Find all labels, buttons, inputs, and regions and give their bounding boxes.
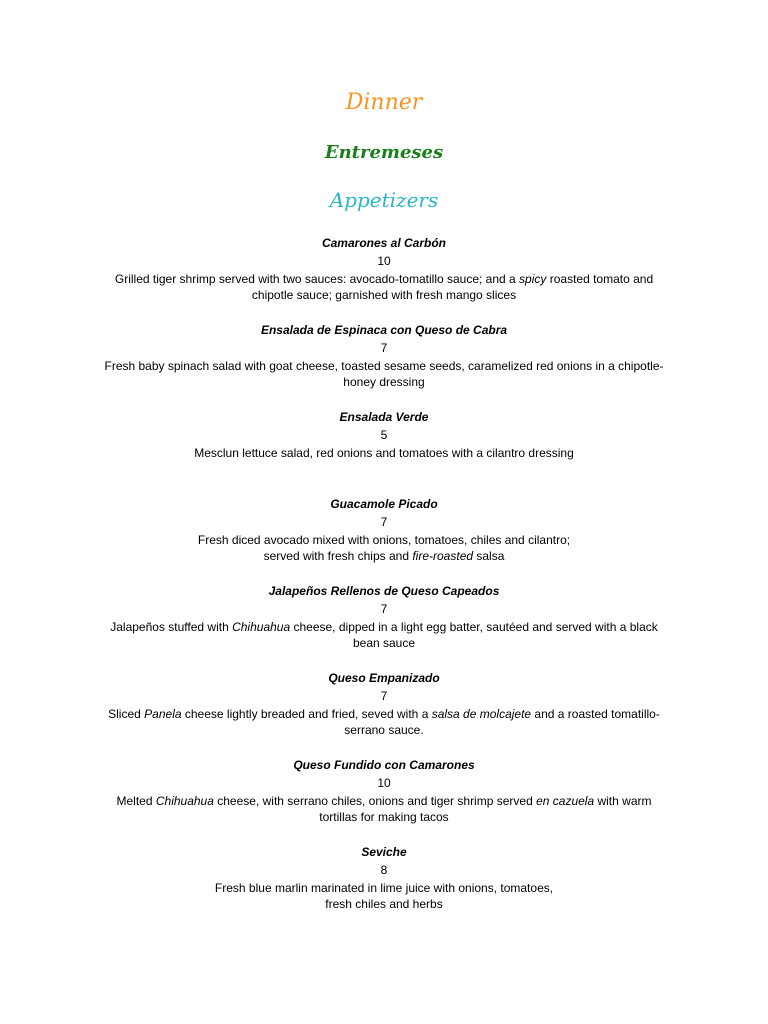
menu-item-price: 7 [380,689,388,703]
menu-item-description-text: with warm tortillas for making tacos [319,794,652,824]
menu-item-price: 7 [380,515,388,529]
menu-item-description [100,358,668,390]
menu-item [100,582,668,669]
menu-item-description-text: Mesclun lettuce salad, red onions and tomatoes with a cilantro dressing [194,446,574,460]
menu-item-description-text: served with fresh chips and [263,549,413,563]
menu-item [100,669,668,756]
menu-item-name: Guacamole Picado [330,497,438,511]
menu-item-description-emphasis: Chihuahua [155,794,214,808]
menu-item-description-text: Melted [116,794,156,808]
menu-item-description [100,619,668,651]
menu-item [100,756,668,843]
menu-item-description [100,793,668,825]
menu-item-price: 10 [377,254,391,268]
menu-item-description-text: cheese lightly breaded and fried, seved with a [181,707,432,721]
menu-item-description-text: Fresh baby spinach salad with goat cheese, toasted sesame seeds, caramelized red onions in a chipotle-honey dressing [104,359,664,389]
menu-item [100,321,668,408]
menu-item-price: 8 [380,863,388,877]
menu-item-description-emphasis: en cazuela [536,794,595,808]
menu-item-price: 7 [380,602,388,616]
menu-item-description-emphasis: spicy [519,272,547,286]
menu-item-description-text: Sliced [108,707,145,721]
menu-item-name: Queso Fundido con Camarones [293,758,475,772]
section-title-spanish: Entremeses [324,142,444,163]
menu-item-description-text: and a roasted tomatillo-serrano sauce. [344,707,660,737]
menu-item-description [100,271,668,303]
menu-item-price: 7 [380,341,388,355]
menu-item-description [100,532,668,564]
menu-item [100,843,668,930]
menu-item-name: Queso Empanizado [328,671,440,685]
menu-item-description-text: cheese, dipped in a light egg batter, sautéed and served with a black bean sauce [290,620,658,650]
menu-item-description-text: fresh chiles and herbs [325,897,443,911]
menu-item [100,495,668,582]
menu-item-description-emphasis: Panela [144,707,182,721]
menu-item-description-text: salsa [473,549,505,563]
menu-item-description [100,706,668,738]
menu-item [100,234,668,321]
menu-item-name: Ensalada de Espinaca con Queso de Cabra [260,323,508,337]
menu-item [100,408,668,495]
menu-item-name: Camarones al Carbón [321,236,447,250]
menu-item-description [100,445,668,461]
menu-item-description-emphasis: Chihuahua [232,620,291,634]
menu-item-description-text: roasted tomato and chipotle sauce; garnished with fresh mango slices [251,272,654,302]
menu-item-name: Jalapeños Rellenos de Queso Capeados [268,584,500,598]
menu-item-price: 10 [377,776,391,790]
menu-item-description-text: Fresh diced avocado mixed with onions, tomatoes, chiles and cilantro; [197,533,571,547]
menu-item-description-emphasis: fire-roasted [412,549,474,563]
menu-item-price: 5 [380,428,388,442]
menu-title: Dinner [345,90,423,115]
menu-item-name: Seviche [361,845,407,859]
menu-items-list [100,234,668,930]
menu-item-description-text: cheese, with serrano chiles, onions and tiger shrimp served [213,794,537,808]
menu-item-description-emphasis: salsa de molcajete [431,707,532,721]
section-title-english: Appetizers [329,188,439,212]
menu-item-description [100,880,668,912]
menu-item-name: Ensalada Verde [339,410,429,424]
menu-item-description-text: Fresh blue marlin marinated in lime juice with onions, tomatoes, [214,881,554,895]
menu-item-description-text: Grilled tiger shrimp served with two sauces: avocado-tomatillo sauce; and a [114,272,520,286]
menu-item-description-text: Jalapeños stuffed with [110,620,233,634]
